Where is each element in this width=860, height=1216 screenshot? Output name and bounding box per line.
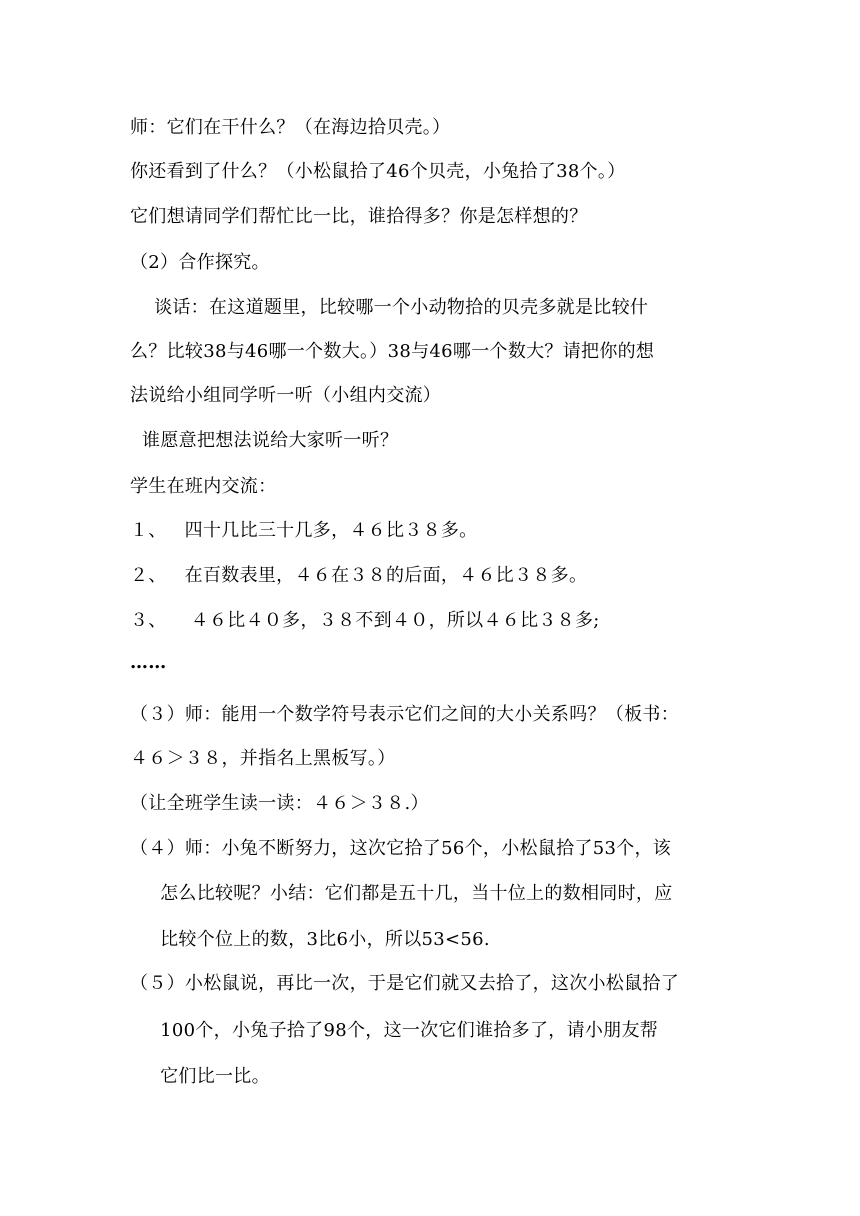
- text-line: 它们比一比。: [130, 1066, 270, 1087]
- text-line: 谈话：在这道题里，比较哪一个小动物拾的贝壳多就是比较什: [130, 297, 649, 318]
- list-item: １、 四十几比三十几多，４６比３８多。: [130, 520, 478, 541]
- text-line: （2）合作探究。: [130, 252, 270, 273]
- text-line: 你还看到了什么？（小松鼠拾了46个贝壳，小兔拾了38个。）: [130, 161, 626, 182]
- text-line: （让全班学生读一读：４６＞３８.）: [130, 793, 429, 814]
- text-line: 学生在班内交流：: [130, 476, 277, 497]
- ellipsis: ……: [130, 652, 167, 673]
- text-line: （５）小松鼠说，再比一次，于是它们就又去拾了，这次小松鼠拾了: [130, 973, 679, 994]
- text-line: 师：它们在干什么？（在海边拾贝壳。）: [130, 117, 451, 138]
- text-line: 比较个位上的数，3比6小，所以53<56.: [130, 929, 490, 950]
- text-line: ４６＞３８，并指名上黑板写。）: [130, 748, 396, 769]
- text-line: 怎么比较呢？小结：它们都是五十几，当十位上的数相同时，应: [130, 883, 673, 904]
- text-line: 100个，小兔子拾了98个，这一次它们谁拾多了，请小朋友帮: [130, 1020, 659, 1041]
- list-item: ２、 在百数表里，４６在３８的后面，４６比３８多。: [130, 565, 588, 586]
- text-line: 么？比较38与46哪一个数大。）38与46哪一个数大？请把你的想: [130, 341, 655, 362]
- text-line: （３）师：能用一个数学符号表示它们之间的大小关系吗？（板书：: [130, 704, 679, 725]
- text-line: 它们想请同学们帮忙比一比，谁拾得多？你是怎样想的？: [130, 206, 588, 227]
- text-line: （４）师：小兔不断努力，这次它拾了56个，小松鼠拾了53个，该: [130, 838, 672, 859]
- text-line: 法说给小组同学听一听（小组内交流）: [130, 385, 442, 406]
- list-item: ３、 ４６比４０多，３８不到４０，所以４６比３８多;: [130, 610, 600, 631]
- text-line: 谁愿意把想法说给大家听一听？: [130, 430, 399, 451]
